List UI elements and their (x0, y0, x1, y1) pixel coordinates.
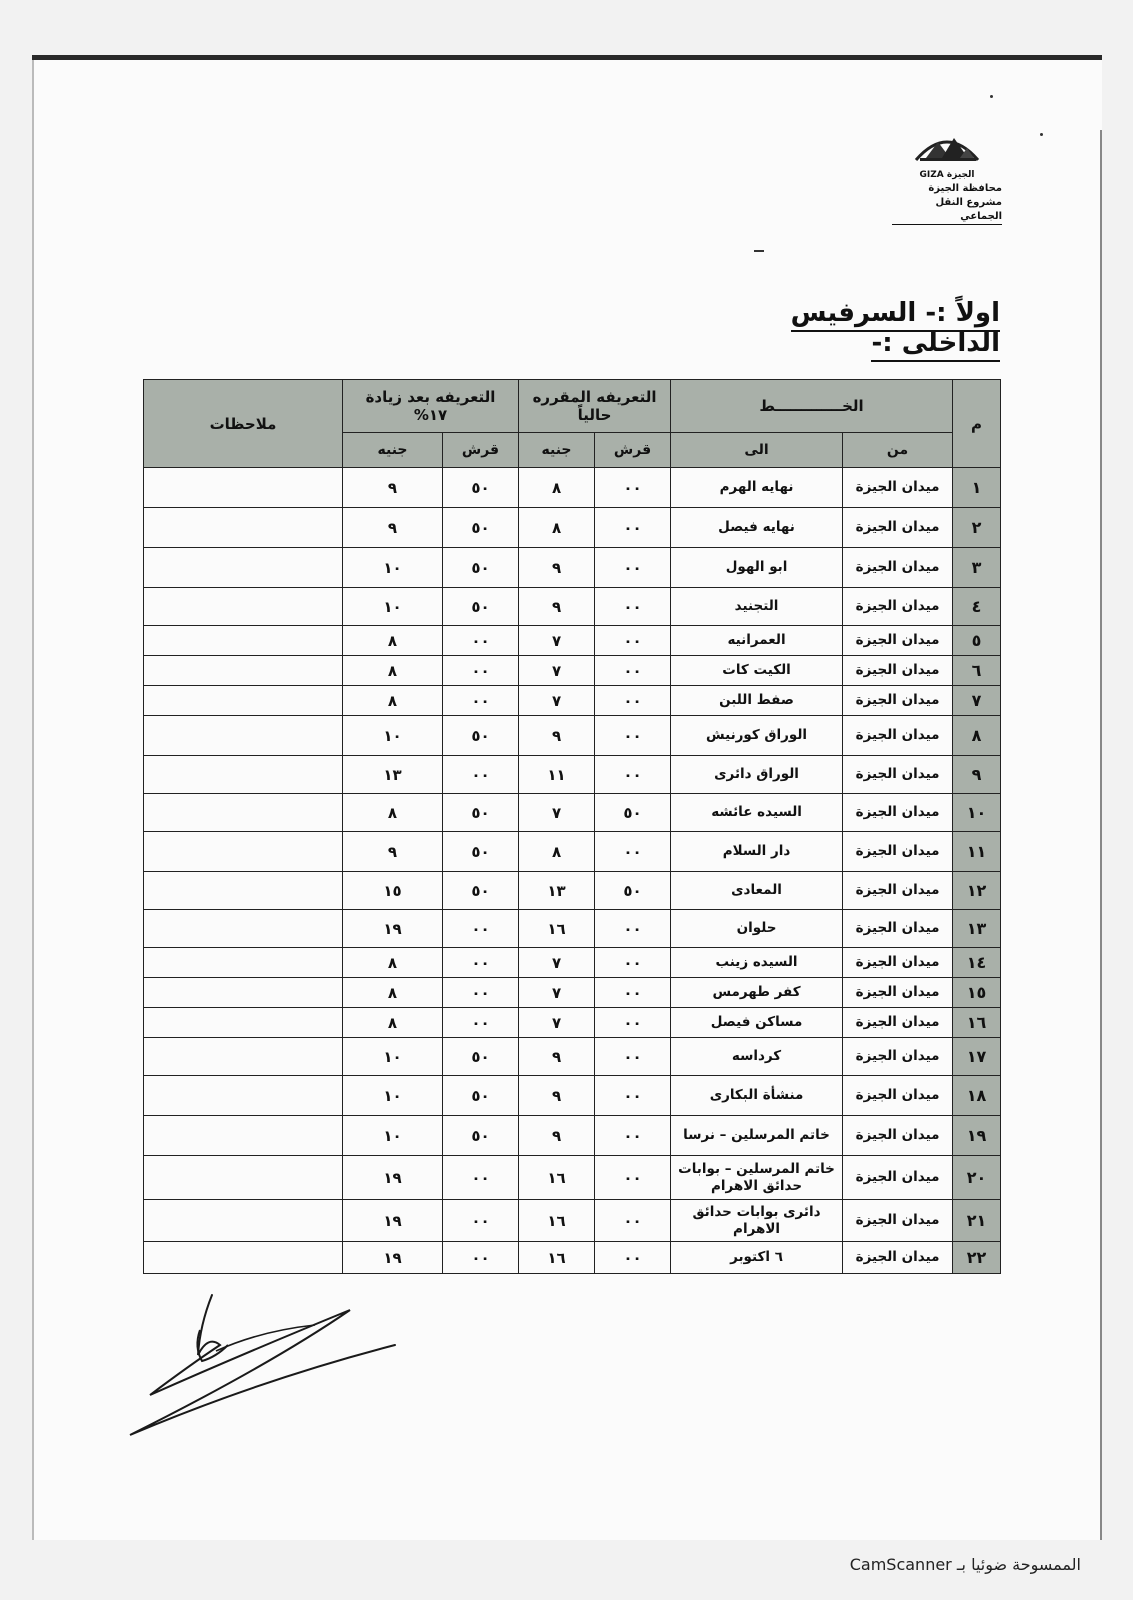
new-pound-cell: ١٠ (343, 1038, 443, 1076)
row-index: ١٤ (953, 948, 1001, 978)
new-piaster-cell: ٥٠ (443, 872, 519, 910)
new-piaster-cell: ٠٠ (443, 1156, 519, 1200)
to-cell: السيده زينب (671, 948, 843, 978)
speck-mark (990, 95, 993, 98)
current-piaster-cell: ٠٠ (595, 1116, 671, 1156)
from-cell: ميدان الجيزة (843, 1038, 953, 1076)
notes-cell (144, 1076, 343, 1116)
to-cell: الوراق كورنيش (671, 716, 843, 756)
current-pound-cell: ٧ (519, 948, 595, 978)
to-cell: خاتم المرسلين – نرسا (671, 1116, 843, 1156)
current-piaster-cell: ٠٠ (595, 548, 671, 588)
new-piaster-cell: ٥٠ (443, 832, 519, 872)
row-index: ٥ (953, 626, 1001, 656)
current-piaster-cell: ٠٠ (595, 948, 671, 978)
new-piaster-cell: ٠٠ (443, 686, 519, 716)
new-pound-cell: ١٠ (343, 588, 443, 626)
table-row (144, 756, 1001, 794)
from-cell: ميدان الجيزة (843, 508, 953, 548)
new-pound-cell: ١٥ (343, 872, 443, 910)
page-edge-line (1100, 130, 1102, 1540)
table-row (144, 508, 1001, 548)
row-index: ٨ (953, 716, 1001, 756)
current-piaster-cell: ٠٠ (595, 1242, 671, 1274)
row-index: ١١ (953, 832, 1001, 872)
header-from: من (843, 433, 953, 468)
row-index: ٢ (953, 508, 1001, 548)
notes-cell (144, 1200, 343, 1242)
to-cell: التجنيد (671, 588, 843, 626)
current-piaster-cell: ٠٠ (595, 508, 671, 548)
current-pound-cell: ٩ (519, 548, 595, 588)
current-piaster-cell: ٠٠ (595, 588, 671, 626)
table-row (144, 910, 1001, 948)
to-cell: دائرى بوابات حدائق الاهرام (671, 1200, 843, 1242)
new-pound-cell: ١٩ (343, 1200, 443, 1242)
header-new-fare: التعريفه بعد زيادة ١٧% (343, 380, 519, 433)
row-index: ١٨ (953, 1076, 1001, 1116)
new-piaster-cell: ٥٠ (443, 1116, 519, 1156)
notes-cell (144, 588, 343, 626)
header-new-piaster: قرش (443, 433, 519, 468)
table-row (144, 468, 1001, 508)
current-pound-cell: ١٣ (519, 872, 595, 910)
notes-cell (144, 794, 343, 832)
row-index: ٧ (953, 686, 1001, 716)
project-name: مشروع النقل الجماعي (892, 196, 1002, 225)
new-pound-cell: ٨ (343, 948, 443, 978)
header-to: الى (671, 433, 843, 468)
pyramids-logo-icon (912, 122, 982, 168)
new-piaster-cell: ٠٠ (443, 948, 519, 978)
new-piaster-cell: ٥٠ (443, 716, 519, 756)
row-index: ١٣ (953, 910, 1001, 948)
new-pound-cell: ١٩ (343, 1242, 443, 1274)
table-row (144, 1038, 1001, 1076)
current-pound-cell: ٧ (519, 626, 595, 656)
new-pound-cell: ٨ (343, 656, 443, 686)
notes-cell (144, 832, 343, 872)
current-pound-cell: ٨ (519, 468, 595, 508)
to-cell: ٦ اكتوبر (671, 1242, 843, 1274)
to-cell: كفر طهرمس (671, 978, 843, 1008)
table-row (144, 1076, 1001, 1116)
notes-cell (144, 910, 343, 948)
to-cell: صفط اللبن (671, 686, 843, 716)
current-piaster-cell: ٠٠ (595, 1200, 671, 1242)
logo-arabic: الجيزة (946, 170, 975, 180)
current-pound-cell: ٧ (519, 978, 595, 1008)
current-pound-cell: ١٦ (519, 910, 595, 948)
current-piaster-cell: ٠٠ (595, 832, 671, 872)
notes-cell (144, 716, 343, 756)
scanner-footer: الممسوحة ضوئيا بـ CamScanner (849, 1555, 1081, 1574)
header-current-fare: التعريفه المقرره حالياً (519, 380, 671, 433)
row-index: ١٦ (953, 1008, 1001, 1038)
to-cell: خاتم المرسلين – بوابات حدائق الاهرام (671, 1156, 843, 1200)
new-piaster-cell: ٠٠ (443, 978, 519, 1008)
notes-cell (144, 508, 343, 548)
notes-cell (144, 1038, 343, 1076)
table-row (144, 978, 1001, 1008)
new-piaster-cell: ٥٠ (443, 508, 519, 548)
table-row (144, 656, 1001, 686)
new-pound-cell: ١٣ (343, 756, 443, 794)
new-pound-cell: ١٠ (343, 716, 443, 756)
governorate-name: محافظة الجيزة (928, 183, 1002, 194)
to-cell: الكيت كات (671, 656, 843, 686)
from-cell: ميدان الجيزة (843, 910, 953, 948)
current-pound-cell: ٩ (519, 716, 595, 756)
notes-cell (144, 626, 343, 656)
new-pound-cell: ١٠ (343, 1116, 443, 1156)
from-cell: ميدان الجيزة (843, 1116, 953, 1156)
from-cell: ميدان الجيزة (843, 588, 953, 626)
logo-latin: GIZA (919, 170, 944, 180)
from-cell: ميدان الجيزة (843, 978, 953, 1008)
notes-cell (144, 656, 343, 686)
row-index: ٢٢ (953, 1242, 1001, 1274)
notes-cell (144, 548, 343, 588)
row-index: ٣ (953, 548, 1001, 588)
to-cell: نهايه الهرم (671, 468, 843, 508)
row-index: ٩ (953, 756, 1001, 794)
current-piaster-cell: ٠٠ (595, 1008, 671, 1038)
header-index: م (953, 380, 1001, 468)
notes-cell (144, 948, 343, 978)
header-current-pound: جنيه (519, 433, 595, 468)
row-index: ١٧ (953, 1038, 1001, 1076)
fare-rows (144, 468, 1001, 1274)
new-pound-cell: ٩ (343, 508, 443, 548)
to-cell: كرداسه (671, 1038, 843, 1076)
to-cell: الوراق دائرى (671, 756, 843, 794)
new-pound-cell: ٨ (343, 1008, 443, 1038)
current-pound-cell: ٧ (519, 1008, 595, 1038)
current-pound-cell: ٩ (519, 588, 595, 626)
table-row (144, 794, 1001, 832)
new-pound-cell: ٨ (343, 626, 443, 656)
table-row (144, 1156, 1001, 1200)
new-pound-cell: ٨ (343, 978, 443, 1008)
new-pound-cell: ١٩ (343, 1156, 443, 1200)
table-row (144, 1242, 1001, 1274)
notes-cell (144, 686, 343, 716)
current-pound-cell: ١١ (519, 756, 595, 794)
from-cell: ميدان الجيزة (843, 656, 953, 686)
from-cell: ميدان الجيزة (843, 794, 953, 832)
new-piaster-cell: ٥٠ (443, 468, 519, 508)
row-index: ١٥ (953, 978, 1001, 1008)
from-cell: ميدان الجيزة (843, 1076, 953, 1116)
from-cell: ميدان الجيزة (843, 1200, 953, 1242)
table-row (144, 1008, 1001, 1038)
from-cell: ميدان الجيزة (843, 548, 953, 588)
row-index: ٦ (953, 656, 1001, 686)
notes-cell (144, 468, 343, 508)
current-pound-cell: ٩ (519, 1076, 595, 1116)
new-piaster-cell: ٥٠ (443, 548, 519, 588)
current-piaster-cell: ٠٠ (595, 686, 671, 716)
dash-mark (754, 250, 764, 252)
current-piaster-cell: ٠٠ (595, 656, 671, 686)
table-row (144, 1116, 1001, 1156)
current-piaster-cell: ٠٠ (595, 756, 671, 794)
row-index: ١٢ (953, 872, 1001, 910)
fares-table (143, 379, 1001, 1274)
from-cell: ميدان الجيزة (843, 626, 953, 656)
new-pound-cell: ١٠ (343, 548, 443, 588)
new-piaster-cell: ٠٠ (443, 1200, 519, 1242)
new-pound-cell: ٩ (343, 468, 443, 508)
to-cell: المعادى (671, 872, 843, 910)
to-cell: دار السلام (671, 832, 843, 872)
to-cell: ابو الهول (671, 548, 843, 588)
from-cell: ميدان الجيزة (843, 686, 953, 716)
new-pound-cell: ٩ (343, 832, 443, 872)
row-index: ٢١ (953, 1200, 1001, 1242)
notes-cell (144, 756, 343, 794)
from-cell: ميدان الجيزة (843, 1156, 953, 1200)
new-piaster-cell: ٠٠ (443, 756, 519, 794)
from-cell: ميدان الجيزة (843, 832, 953, 872)
new-piaster-cell: ٠٠ (443, 656, 519, 686)
table-row (144, 548, 1001, 588)
to-cell: حلوان (671, 910, 843, 948)
from-cell: ميدان الجيزة (843, 872, 953, 910)
header-new-pound: جنيه (343, 433, 443, 468)
current-piaster-cell: ٠٠ (595, 1156, 671, 1200)
row-index: ١٠ (953, 794, 1001, 832)
new-pound-cell: ١٩ (343, 910, 443, 948)
new-piaster-cell: ٠٠ (443, 910, 519, 948)
new-pound-cell: ٨ (343, 686, 443, 716)
notes-cell (144, 978, 343, 1008)
table-row (144, 716, 1001, 756)
table-row (144, 1200, 1001, 1242)
to-cell: العمرانيه (671, 626, 843, 656)
table-row (144, 626, 1001, 656)
to-cell: منشأة البكارى (671, 1076, 843, 1116)
current-piaster-cell: ٠٠ (595, 716, 671, 756)
current-piaster-cell: ٠٠ (595, 626, 671, 656)
notes-cell (144, 1116, 343, 1156)
current-pound-cell: ٩ (519, 1116, 595, 1156)
row-index: ٢٠ (953, 1156, 1001, 1200)
current-pound-cell: ٩ (519, 1038, 595, 1076)
to-cell: نهايه فيصل (671, 508, 843, 548)
row-index: ١ (953, 468, 1001, 508)
table-row (144, 588, 1001, 626)
new-pound-cell: ٨ (343, 794, 443, 832)
current-pound-cell: ١٦ (519, 1200, 595, 1242)
current-pound-cell: ١٦ (519, 1242, 595, 1274)
table-row (144, 832, 1001, 872)
new-piaster-cell: ٥٠ (443, 1038, 519, 1076)
current-piaster-cell: ٥٠ (595, 794, 671, 832)
to-cell: السيده عائشه (671, 794, 843, 832)
row-index: ٤ (953, 588, 1001, 626)
current-piaster-cell: ٥٠ (595, 872, 671, 910)
current-pound-cell: ٨ (519, 508, 595, 548)
new-piaster-cell: ٠٠ (443, 1242, 519, 1274)
current-piaster-cell: ٠٠ (595, 978, 671, 1008)
new-piaster-cell: ٥٠ (443, 794, 519, 832)
current-pound-cell: ٧ (519, 794, 595, 832)
new-piaster-cell: ٠٠ (443, 626, 519, 656)
notes-cell (144, 1242, 343, 1274)
current-pound-cell: ١٦ (519, 1156, 595, 1200)
signature-icon (120, 1285, 410, 1445)
header-notes: ملاحظات (144, 380, 343, 468)
header-route: الخـــــــــــــط (671, 380, 953, 433)
speck-mark (1040, 133, 1043, 136)
current-piaster-cell: ٠٠ (595, 468, 671, 508)
from-cell: ميدان الجيزة (843, 1242, 953, 1274)
from-cell: ميدان الجيزة (843, 948, 953, 978)
giza-logo (892, 122, 1002, 225)
new-piaster-cell: ٠٠ (443, 1008, 519, 1038)
notes-cell (144, 1008, 343, 1038)
section-title: اولاً :- السرفيس الداخلى :- (700, 298, 1000, 358)
current-pound-cell: ٧ (519, 656, 595, 686)
notes-cell (144, 1156, 343, 1200)
new-pound-cell: ١٠ (343, 1076, 443, 1116)
current-pound-cell: ٧ (519, 686, 595, 716)
table-row (144, 948, 1001, 978)
to-cell: مساكن فيصل (671, 1008, 843, 1038)
from-cell: ميدان الجيزة (843, 756, 953, 794)
notes-cell (144, 872, 343, 910)
table-row (144, 686, 1001, 716)
current-piaster-cell: ٠٠ (595, 1038, 671, 1076)
row-index: ١٩ (953, 1116, 1001, 1156)
current-pound-cell: ٨ (519, 832, 595, 872)
header-current-piaster: قرش (595, 433, 671, 468)
new-piaster-cell: ٥٠ (443, 1076, 519, 1116)
current-piaster-cell: ٠٠ (595, 910, 671, 948)
from-cell: ميدان الجيزة (843, 468, 953, 508)
table-row (144, 872, 1001, 910)
from-cell: ميدان الجيزة (843, 716, 953, 756)
new-piaster-cell: ٥٠ (443, 588, 519, 626)
from-cell: ميدان الجيزة (843, 1008, 953, 1038)
current-piaster-cell: ٠٠ (595, 1076, 671, 1116)
